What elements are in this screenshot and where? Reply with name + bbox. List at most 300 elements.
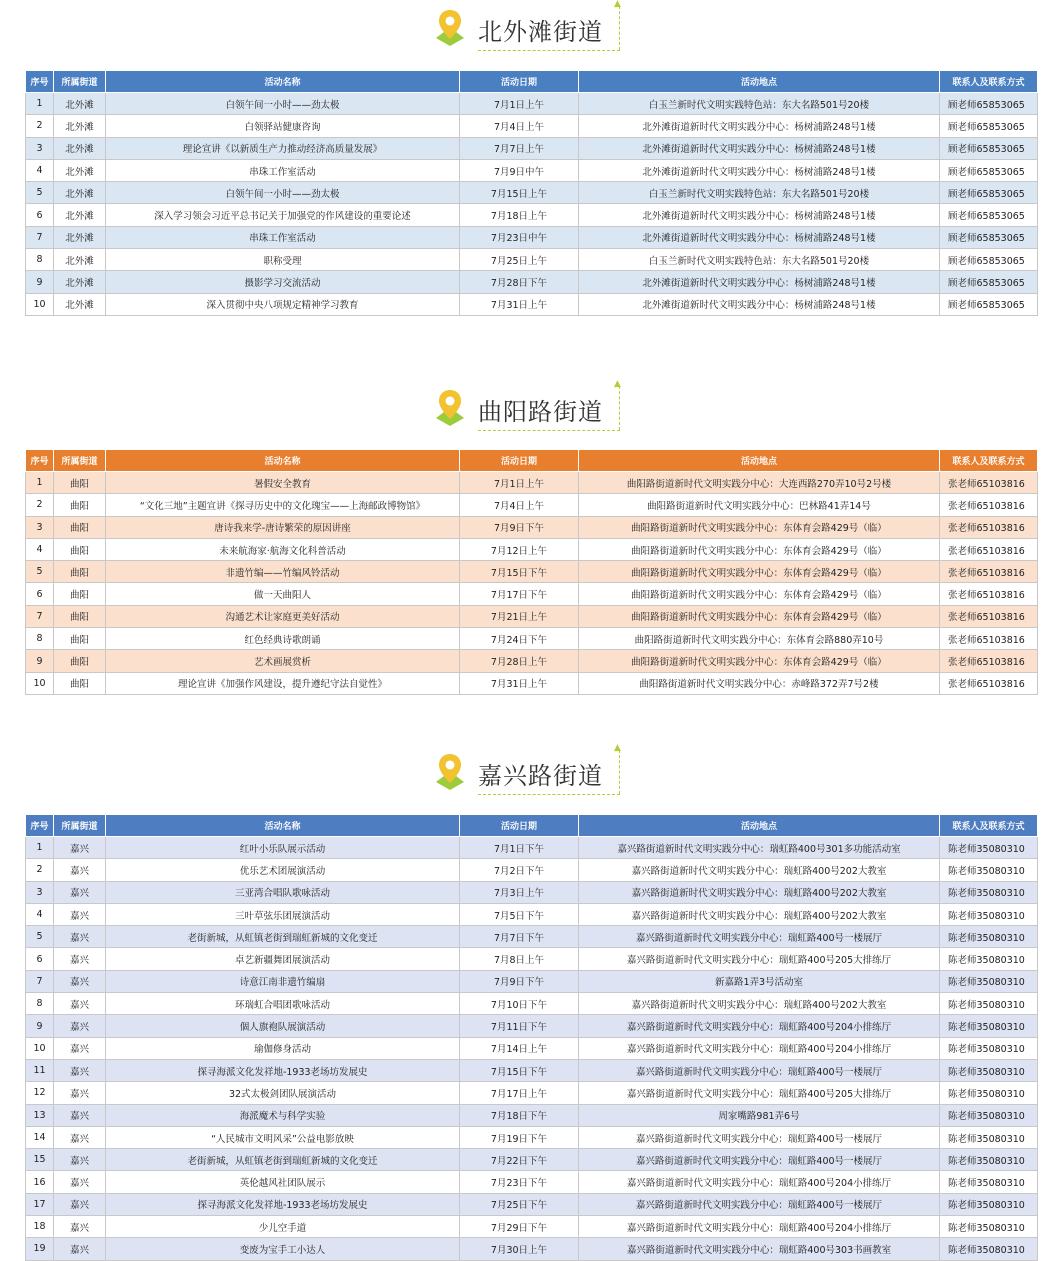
row-activity-name: 诗意江南非遗竹编扇 <box>106 970 460 992</box>
row-number: 7 <box>26 605 54 627</box>
row-date: 7月1日上午 <box>460 472 579 494</box>
table-row <box>26 881 1038 903</box>
row-place: 北外滩街道新时代文明实践分中心：杨树浦路248号1楼 <box>579 137 940 159</box>
row-activity-name: 红叶小乐队展示活动 <box>106 837 460 859</box>
table-row <box>26 1104 1038 1126</box>
header-contact: 联系人及联系方式 <box>940 815 1038 837</box>
row-contact: 张老师65103816 <box>940 561 1038 583</box>
row-street: 嘉兴 <box>54 903 106 925</box>
row-contact: 张老师65103816 <box>940 538 1038 560</box>
row-place: 嘉兴路街道新时代文明实践分中心：瑞虹路400号204小排练厅 <box>579 1216 940 1238</box>
title-underline <box>478 430 620 431</box>
row-street: 曲阳 <box>54 516 106 538</box>
table-row <box>26 538 1038 560</box>
table-row <box>26 472 1038 494</box>
table-row <box>26 650 1038 672</box>
row-activity-name: 英伦越风社团队展示 <box>106 1171 460 1193</box>
row-date: 7月18日下午 <box>460 1104 579 1126</box>
row-street: 曲阳 <box>54 605 106 627</box>
row-activity-name: 沟通艺术让家庭更美好活动 <box>106 605 460 627</box>
row-number: 4 <box>26 159 54 181</box>
row-place: 曲阳路街道新时代文明实践分中心：东体育会路429号（临） <box>579 650 940 672</box>
row-street: 嘉兴 <box>54 1037 106 1059</box>
row-activity-name: 白领驿站健康咨询 <box>106 115 460 137</box>
row-number: 3 <box>26 516 54 538</box>
location-pin-icon <box>434 388 466 428</box>
row-place: 北外滩街道新时代文明实践分中心：杨树浦路248号1楼 <box>579 159 940 181</box>
row-place: 嘉兴路街道新时代文明实践分中心：瑞虹路400号204小排练厅 <box>579 1037 940 1059</box>
row-activity-name: 艺术画展赏析 <box>106 650 460 672</box>
row-contact: 张老师65103816 <box>940 650 1038 672</box>
row-activity-name: 深入学习领会习近平总书记关于加强党的作风建设的重要论述 <box>106 204 460 226</box>
row-street: 北外滩 <box>54 115 106 137</box>
row-contact: 陈老师35080310 <box>940 1216 1038 1238</box>
row-date: 7月28日上午 <box>460 650 579 672</box>
row-date: 7月2日下午 <box>460 859 579 881</box>
row-activity-name: 理论宣讲《加强作风建设，提升遵纪守法自觉性》 <box>106 672 460 694</box>
row-activity-name: 少儿空手道 <box>106 1216 460 1238</box>
row-street: 嘉兴 <box>54 1015 106 1037</box>
row-date: 7月9日中午 <box>460 159 579 181</box>
row-street: 嘉兴 <box>54 1149 106 1171</box>
activity-table <box>25 814 1038 1261</box>
row-activity-name: 串珠工作室活动 <box>106 159 460 181</box>
row-contact: 陈老师35080310 <box>940 1082 1038 1104</box>
row-date: 7月1日下午 <box>460 837 579 859</box>
row-date: 7月15日下午 <box>460 1059 579 1081</box>
row-number: 4 <box>26 538 54 560</box>
row-contact: 顾老师65853065 <box>940 249 1038 271</box>
row-number: 2 <box>26 494 54 516</box>
row-place: 曲阳路街道新时代文明实践分中心：东体育会路429号（临） <box>579 583 940 605</box>
row-number: 10 <box>26 672 54 694</box>
header-no: 序号 <box>26 450 54 472</box>
table-row <box>26 249 1038 271</box>
row-place: 嘉兴路街道新时代文明实践分中心：瑞虹路400号204小排练厅 <box>579 1171 940 1193</box>
row-street: 北外滩 <box>54 249 106 271</box>
row-contact: 陈老师35080310 <box>940 993 1038 1015</box>
row-number: 1 <box>26 93 54 115</box>
row-number: 9 <box>26 1015 54 1037</box>
row-street: 曲阳 <box>54 628 106 650</box>
row-date: 7月25日下午 <box>460 1193 579 1215</box>
row-date: 7月29日下午 <box>460 1216 579 1238</box>
row-number: 8 <box>26 993 54 1015</box>
header-place: 活动地点 <box>579 815 940 837</box>
row-contact: 张老师65103816 <box>940 605 1038 627</box>
row-number: 13 <box>26 1104 54 1126</box>
row-date: 7月4日上午 <box>460 115 579 137</box>
row-date: 7月30日上午 <box>460 1238 579 1260</box>
table-row <box>26 837 1038 859</box>
row-place: 嘉兴路街道新时代文明实践分中心：瑞虹路400号205大排练厅 <box>579 1082 940 1104</box>
header-date: 活动日期 <box>460 71 579 93</box>
row-street: 北外滩 <box>54 293 106 315</box>
table-row <box>26 182 1038 204</box>
row-number: 8 <box>26 249 54 271</box>
row-activity-name: 非遗竹编——竹编风铃活动 <box>106 561 460 583</box>
row-street: 嘉兴 <box>54 1104 106 1126</box>
row-contact: 陈老师35080310 <box>940 1149 1038 1171</box>
row-number: 3 <box>26 137 54 159</box>
row-contact: 顾老师65853065 <box>940 226 1038 248</box>
table-row <box>26 970 1038 992</box>
table-row <box>26 1126 1038 1148</box>
section-beiwaitan <box>0 0 1055 312</box>
row-activity-name: 卓艺新疆舞团展演活动 <box>106 948 460 970</box>
table-row <box>26 271 1038 293</box>
row-street: 嘉兴 <box>54 837 106 859</box>
row-place: 嘉兴路街道新时代文明实践分中心：瑞虹路400号301多功能活动室 <box>579 837 940 859</box>
row-number: 8 <box>26 628 54 650</box>
row-street: 嘉兴 <box>54 970 106 992</box>
row-number: 9 <box>26 650 54 672</box>
row-activity-name: “人民城市文明风采”公益电影放映 <box>106 1126 460 1148</box>
row-number: 2 <box>26 859 54 881</box>
row-place: 嘉兴路街道新时代文明实践分中心：瑞虹路400号202大教室 <box>579 993 940 1015</box>
header-no: 序号 <box>26 71 54 93</box>
row-date: 7月31日上午 <box>460 293 579 315</box>
row-date: 7月9日下午 <box>460 970 579 992</box>
row-date: 7月7日上午 <box>460 137 579 159</box>
row-place: 曲阳路街道新时代文明实践分中心：东体育会路429号（临） <box>579 516 940 538</box>
row-number: 19 <box>26 1238 54 1260</box>
location-pin-icon <box>434 752 466 792</box>
row-date: 7月5日下午 <box>460 903 579 925</box>
header-street: 所属街道 <box>54 450 106 472</box>
table-row <box>26 93 1038 115</box>
row-street: 嘉兴 <box>54 881 106 903</box>
row-number: 16 <box>26 1171 54 1193</box>
row-contact: 陈老师35080310 <box>940 1037 1038 1059</box>
table-row <box>26 926 1038 948</box>
row-date: 7月1日上午 <box>460 93 579 115</box>
row-place: 嘉兴路街道新时代文明实践分中心：瑞虹路400号一楼展厅 <box>579 1149 940 1171</box>
row-place: 曲阳路街道新时代文明实践分中心：巴林路41弄14号 <box>579 494 940 516</box>
row-activity-name: “文化三地”主题宣讲《探寻历史中的文化瑰宝——上海邮政博物馆》 <box>106 494 460 516</box>
row-date: 7月17日下午 <box>460 583 579 605</box>
row-street: 曲阳 <box>54 494 106 516</box>
row-street: 嘉兴 <box>54 859 106 881</box>
row-activity-name: 深入贯彻中央八项规定精神学习教育 <box>106 293 460 315</box>
header-place: 活动地点 <box>579 450 940 472</box>
section-quyang <box>0 379 1055 691</box>
row-date: 7月31日上午 <box>460 672 579 694</box>
header-contact: 联系人及联系方式 <box>940 450 1038 472</box>
row-activity-name: 暑假安全教育 <box>106 472 460 494</box>
row-activity-name: 個人旗袍队展演活动 <box>106 1015 460 1037</box>
header-date: 活动日期 <box>460 450 579 472</box>
row-activity-name: 唐诗我来学-唐诗繁荣的原因讲座 <box>106 516 460 538</box>
table-row <box>26 293 1038 315</box>
row-place: 白玉兰新时代文明实践特色站：东大名路501号20楼 <box>579 249 940 271</box>
row-activity-name: 老街新城，从虹镇老街到瑞虹新城的文化变迁 <box>106 926 460 948</box>
row-activity-name: 三亚湾合唱队歌咏活动 <box>106 881 460 903</box>
row-place: 嘉兴路街道新时代文明实践分中心：瑞虹路400号一楼展厅 <box>579 926 940 948</box>
section-jiaxing <box>0 743 1055 1256</box>
row-date: 7月15日下午 <box>460 561 579 583</box>
row-street: 嘉兴 <box>54 1238 106 1260</box>
row-contact: 陈老师35080310 <box>940 903 1038 925</box>
table-row <box>26 1238 1038 1260</box>
row-date: 7月8日上午 <box>460 948 579 970</box>
row-activity-name: 串珠工作室活动 <box>106 226 460 248</box>
activity-table <box>25 70 1038 316</box>
row-number: 9 <box>26 271 54 293</box>
row-date: 7月22日下午 <box>460 1149 579 1171</box>
row-contact: 顾老师65853065 <box>940 159 1038 181</box>
row-place: 白玉兰新时代文明实践特色站：东大名路501号20楼 <box>579 93 940 115</box>
row-street: 曲阳 <box>54 561 106 583</box>
location-pin-icon <box>434 8 466 48</box>
row-date: 7月24日下午 <box>460 628 579 650</box>
row-contact: 陈老师35080310 <box>940 926 1038 948</box>
table-row <box>26 672 1038 694</box>
row-contact: 陈老师35080310 <box>940 1126 1038 1148</box>
row-place: 嘉兴路街道新时代文明实践分中心：瑞虹路400号一楼展厅 <box>579 1059 940 1081</box>
row-place: 曲阳路街道新时代文明实践分中心：东体育会路429号（临） <box>579 538 940 560</box>
row-street: 曲阳 <box>54 538 106 560</box>
table-header-row <box>26 450 1038 472</box>
title-accent-line <box>619 6 620 50</box>
row-street: 嘉兴 <box>54 993 106 1015</box>
row-street: 嘉兴 <box>54 1171 106 1193</box>
row-number: 3 <box>26 881 54 903</box>
table-row <box>26 1193 1038 1215</box>
row-street: 嘉兴 <box>54 948 106 970</box>
row-contact: 顾老师65853065 <box>940 182 1038 204</box>
row-place: 嘉兴路街道新时代文明实践分中心：瑞虹路400号202大教室 <box>579 859 940 881</box>
row-activity-name: 老街新城，从虹镇老街到瑞虹新城的文化变迁 <box>106 1149 460 1171</box>
row-number: 10 <box>26 1037 54 1059</box>
row-street: 北外滩 <box>54 159 106 181</box>
row-date: 7月9日下午 <box>460 516 579 538</box>
row-place: 周家嘴路981弄6号 <box>579 1104 940 1126</box>
title-accent-line <box>619 386 620 430</box>
row-place: 嘉兴路街道新时代文明实践分中心：瑞虹路400号一楼展厅 <box>579 1193 940 1215</box>
row-place: 新嘉路1弄3号活动室 <box>579 970 940 992</box>
row-date: 7月3日上午 <box>460 881 579 903</box>
row-contact: 陈老师35080310 <box>940 881 1038 903</box>
table-row <box>26 226 1038 248</box>
table-row <box>26 583 1038 605</box>
row-number: 5 <box>26 182 54 204</box>
table-row <box>26 1149 1038 1171</box>
row-contact: 陈老师35080310 <box>940 948 1038 970</box>
table-row <box>26 137 1038 159</box>
section-title: 曲阳路街道 <box>478 398 603 426</box>
table-row <box>26 948 1038 970</box>
row-activity-name: 未来航海家·航海文化科普活动 <box>106 538 460 560</box>
row-number: 11 <box>26 1059 54 1081</box>
row-date: 7月18日上午 <box>460 204 579 226</box>
table-row <box>26 1015 1038 1037</box>
row-street: 嘉兴 <box>54 1216 106 1238</box>
row-date: 7月25日上午 <box>460 249 579 271</box>
row-place: 北外滩街道新时代文明实践分中心：杨树浦路248号1楼 <box>579 293 940 315</box>
row-street: 曲阳 <box>54 583 106 605</box>
row-contact: 顾老师65853065 <box>940 93 1038 115</box>
row-contact: 陈老师35080310 <box>940 1171 1038 1193</box>
row-place: 曲阳路街道新时代文明实践分中心：东体育会路429号（临） <box>579 605 940 627</box>
header-name: 活动名称 <box>106 71 460 93</box>
section-title: 嘉兴路街道 <box>478 762 603 790</box>
table-row <box>26 1037 1038 1059</box>
row-place: 北外滩街道新时代文明实践分中心：杨树浦路248号1楼 <box>579 226 940 248</box>
table-row <box>26 993 1038 1015</box>
row-number: 14 <box>26 1126 54 1148</box>
row-place: 白玉兰新时代文明实践特色站：东大名路501号20楼 <box>579 182 940 204</box>
table-row <box>26 204 1038 226</box>
row-activity-name: 海派魔术与科学实验 <box>106 1104 460 1126</box>
row-number: 2 <box>26 115 54 137</box>
row-place: 北外滩街道新时代文明实践分中心：杨树浦路248号1楼 <box>579 115 940 137</box>
row-activity-name: 三叶草弦乐团展演活动 <box>106 903 460 925</box>
row-number: 1 <box>26 472 54 494</box>
title-accent-line <box>619 750 620 794</box>
row-contact: 张老师65103816 <box>940 583 1038 605</box>
row-contact: 张老师65103816 <box>940 494 1038 516</box>
row-contact: 陈老师35080310 <box>940 837 1038 859</box>
header-place: 活动地点 <box>579 71 940 93</box>
row-activity-name: 职称受理 <box>106 249 460 271</box>
row-street: 曲阳 <box>54 650 106 672</box>
row-street: 北外滩 <box>54 137 106 159</box>
row-place: 嘉兴路街道新时代文明实践分中心：瑞虹路400号205大排练厅 <box>579 948 940 970</box>
row-contact: 张老师65103816 <box>940 628 1038 650</box>
row-place: 北外滩街道新时代文明实践分中心：杨树浦路248号1楼 <box>579 204 940 226</box>
table-row <box>26 1216 1038 1238</box>
row-place: 嘉兴路街道新时代文明实践分中心：瑞虹路400号202大教室 <box>579 903 940 925</box>
row-date: 7月21日上午 <box>460 605 579 627</box>
row-activity-name: 白领午间一小时——劲太极 <box>106 182 460 204</box>
row-activity-name: 做一天曲阳人 <box>106 583 460 605</box>
row-activity-name: 白领午间一小时——劲太极 <box>106 93 460 115</box>
row-date: 7月14日上午 <box>460 1037 579 1059</box>
row-number: 5 <box>26 561 54 583</box>
row-activity-name: 理论宣讲《以新质生产力推动经济高质量发展》 <box>106 137 460 159</box>
table-row <box>26 903 1038 925</box>
row-date: 7月17日上午 <box>460 1082 579 1104</box>
table-row <box>26 628 1038 650</box>
header-street: 所属街道 <box>54 71 106 93</box>
row-place: 曲阳路街道新时代文明实践分中心：东体育会路429号（临） <box>579 561 940 583</box>
row-place: 嘉兴路街道新时代文明实践分中心：瑞虹路400号204小排练厅 <box>579 1015 940 1037</box>
row-place: 嘉兴路街道新时代文明实践分中心：瑞虹路400号202大教室 <box>579 881 940 903</box>
section-heading <box>0 380 1055 440</box>
row-contact: 张老师65103816 <box>940 472 1038 494</box>
row-street: 嘉兴 <box>54 1193 106 1215</box>
header-name: 活动名称 <box>106 450 460 472</box>
row-contact: 顾老师65853065 <box>940 271 1038 293</box>
row-date: 7月4日上午 <box>460 494 579 516</box>
row-street: 嘉兴 <box>54 1082 106 1104</box>
table-row <box>26 1082 1038 1104</box>
row-contact: 陈老师35080310 <box>940 1059 1038 1081</box>
table-header-row <box>26 815 1038 837</box>
row-activity-name: 32式太极剑团队展演活动 <box>106 1082 460 1104</box>
row-number: 6 <box>26 204 54 226</box>
row-number: 12 <box>26 1082 54 1104</box>
row-contact: 陈老师35080310 <box>940 1015 1038 1037</box>
table-header-row <box>26 71 1038 93</box>
table-row <box>26 1171 1038 1193</box>
row-street: 北外滩 <box>54 182 106 204</box>
table-row <box>26 605 1038 627</box>
row-place: 曲阳路街道新时代文明实践分中心：赤峰路372弄7号2楼 <box>579 672 940 694</box>
row-place: 嘉兴路街道新时代文明实践分中心：瑞虹路400号303书画教室 <box>579 1238 940 1260</box>
row-street: 北外滩 <box>54 93 106 115</box>
row-number: 5 <box>26 926 54 948</box>
row-date: 7月11日下午 <box>460 1015 579 1037</box>
row-number: 7 <box>26 970 54 992</box>
row-place: 曲阳路街道新时代文明实践分中心：大连西路270弄10号2号楼 <box>579 472 940 494</box>
header-name: 活动名称 <box>106 815 460 837</box>
header-street: 所属街道 <box>54 815 106 837</box>
row-date: 7月23日下午 <box>460 1171 579 1193</box>
row-street: 北外滩 <box>54 226 106 248</box>
row-number: 15 <box>26 1149 54 1171</box>
up-arrow-icon: ▲ <box>614 0 621 9</box>
activity-table <box>25 449 1038 695</box>
title-underline <box>478 50 620 51</box>
row-number: 7 <box>26 226 54 248</box>
table-row <box>26 516 1038 538</box>
section-heading <box>0 0 1055 60</box>
row-activity-name: 探寻海派文化发祥地-1933老场坊发展史 <box>106 1059 460 1081</box>
row-street: 嘉兴 <box>54 926 106 948</box>
row-number: 6 <box>26 948 54 970</box>
row-place: 曲阳路街道新时代文明实践分中心：东体育会路880弄10号 <box>579 628 940 650</box>
up-arrow-icon: ▲ <box>614 379 621 389</box>
row-contact: 顾老师65853065 <box>940 293 1038 315</box>
row-date: 7月15日上午 <box>460 182 579 204</box>
table-row <box>26 494 1038 516</box>
row-number: 17 <box>26 1193 54 1215</box>
title-underline <box>478 794 620 795</box>
row-date: 7月12日上午 <box>460 538 579 560</box>
row-activity-name: 优乐艺术团展演活动 <box>106 859 460 881</box>
row-date: 7月19日下午 <box>460 1126 579 1148</box>
row-contact: 陈老师35080310 <box>940 1104 1038 1126</box>
row-street: 曲阳 <box>54 672 106 694</box>
row-contact: 陈老师35080310 <box>940 970 1038 992</box>
row-street: 嘉兴 <box>54 1126 106 1148</box>
row-number: 18 <box>26 1216 54 1238</box>
row-number: 10 <box>26 293 54 315</box>
row-contact: 顾老师65853065 <box>940 115 1038 137</box>
row-date: 7月7日下午 <box>460 926 579 948</box>
header-no: 序号 <box>26 815 54 837</box>
row-number: 6 <box>26 583 54 605</box>
row-activity-name: 摄影学习交流活动 <box>106 271 460 293</box>
row-contact: 顾老师65853065 <box>940 204 1038 226</box>
header-date: 活动日期 <box>460 815 579 837</box>
row-contact: 张老师65103816 <box>940 672 1038 694</box>
table-row <box>26 561 1038 583</box>
row-date: 7月10日下午 <box>460 993 579 1015</box>
row-place: 北外滩街道新时代文明实践分中心：杨树浦路248号1楼 <box>579 271 940 293</box>
row-activity-name: 红色经典诗歌朗诵 <box>106 628 460 650</box>
row-number: 1 <box>26 837 54 859</box>
row-contact: 陈老师35080310 <box>940 1193 1038 1215</box>
row-contact: 张老师65103816 <box>940 516 1038 538</box>
table-row <box>26 115 1038 137</box>
row-contact: 陈老师35080310 <box>940 1238 1038 1260</box>
row-contact: 陈老师35080310 <box>940 859 1038 881</box>
section-heading <box>0 744 1055 804</box>
row-date: 7月28日下午 <box>460 271 579 293</box>
